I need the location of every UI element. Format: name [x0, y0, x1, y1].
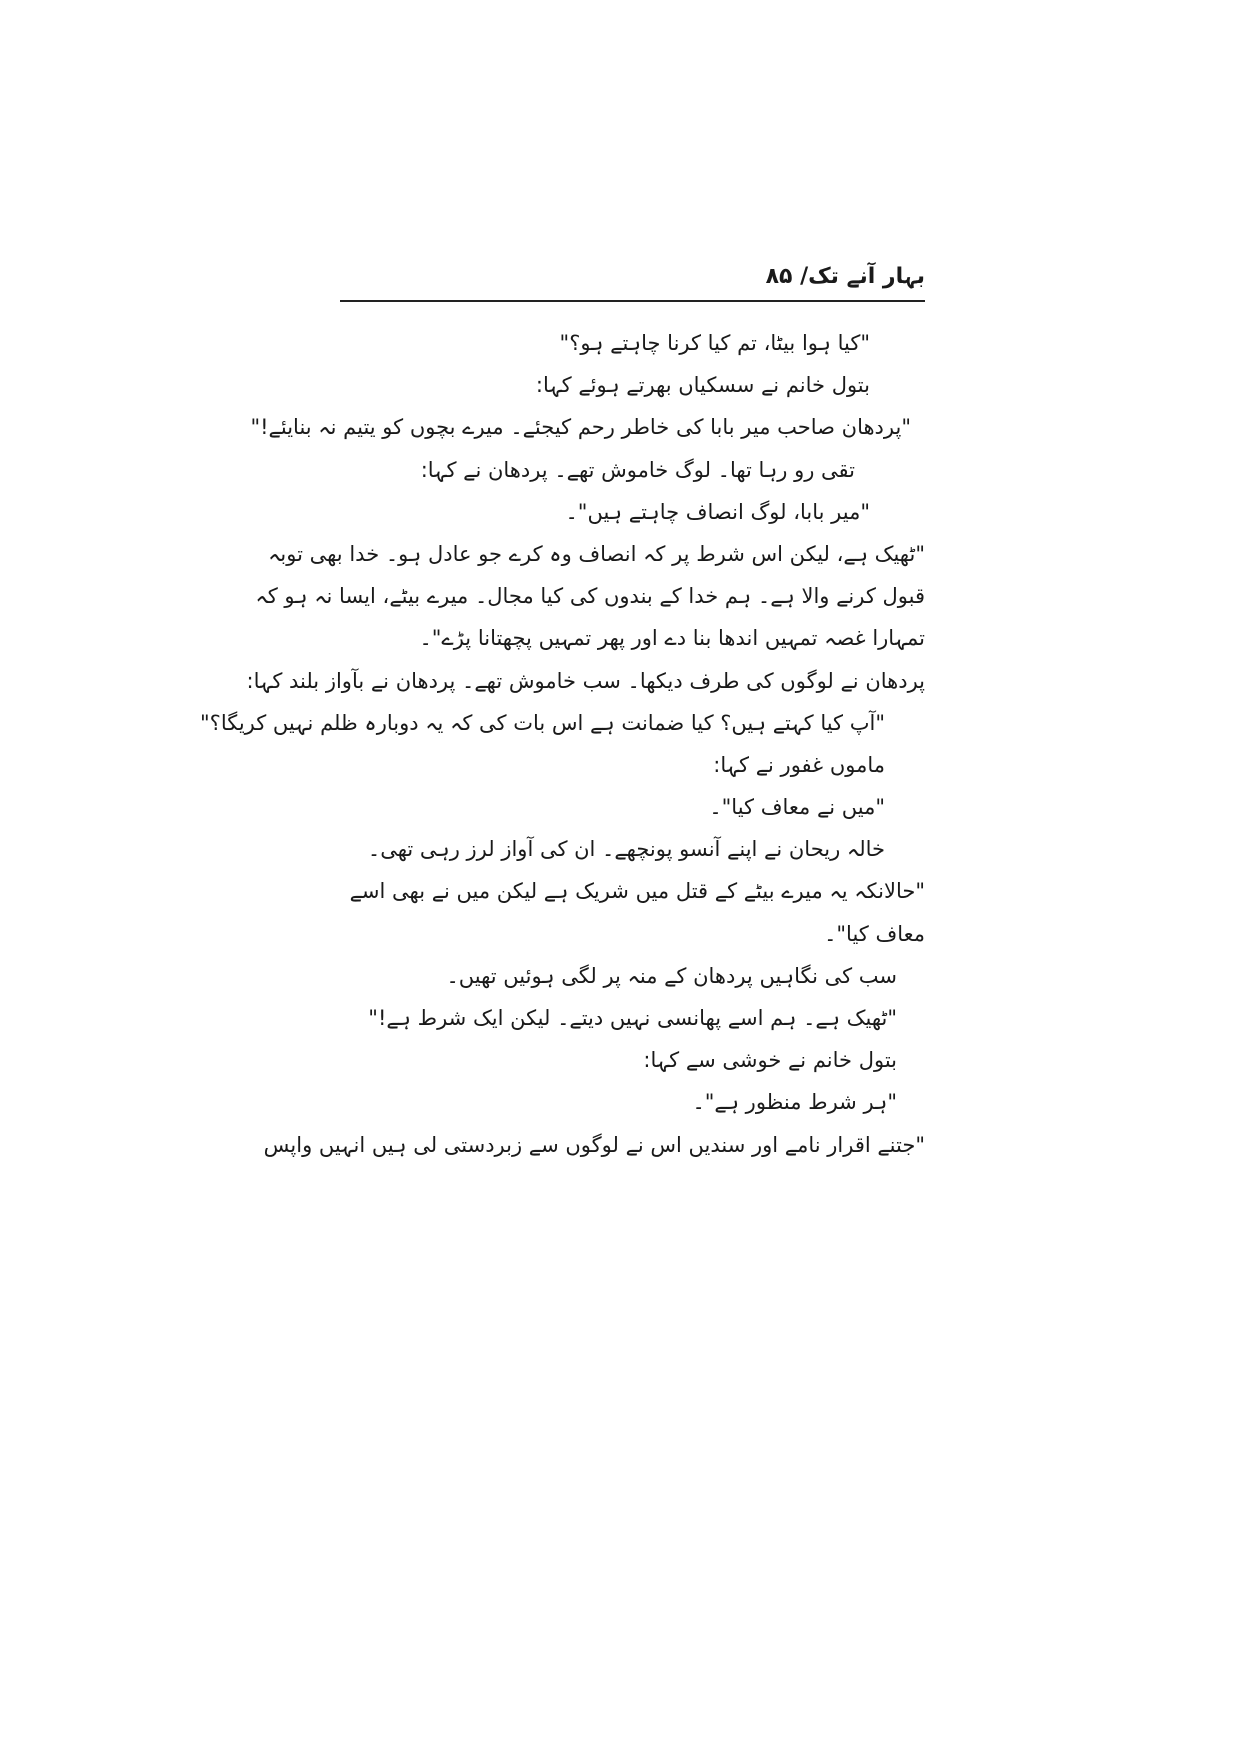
header-rule: [340, 300, 925, 302]
text-line: "ٹھیک ہے، لیکن اس شرط پر کہ انصاف وہ کرے جو عادل ہو۔ خدا بھی توبہ: [268, 541, 925, 566]
text-line: "میں نے معاف کیا"۔: [709, 795, 885, 820]
text-line: "ٹھیک ہے۔ ہم اسے پھانسی نہیں دیتے۔ لیکن ایک شرط ہے!": [368, 1006, 897, 1030]
text-line: "آپ کیا کہتے ہیں؟ کیا ضمانت ہے اس بات کی کہ یہ دوبارہ ظلم نہیں کریگا؟": [200, 710, 885, 735]
text-line: قبول کرنے والا ہے۔ ہم خدا کے بندوں کی کیا مجال۔ میرے بیٹے، ایسا نہ ہو کہ: [255, 584, 925, 609]
text-line: "پردھان صاحب میر بابا کی خاطر رحم کیجئے۔ میرے بچوں کو یتیم نہ بنایئے!": [250, 415, 911, 440]
text-line: سب کی نگاہیں پردھان کے منہ پر لگی ہوئیں تھیں۔: [446, 963, 897, 988]
text-line: ماموں غفور نے کہا:: [713, 752, 885, 777]
text-line: تقی رو رہا تھا۔ لوگ خاموش تھے۔ پردھان نے کہا:: [420, 457, 855, 482]
text-line: تمہارا غصہ تمہیں اندھا بنا دے اور پھر تمہیں پچھتانا پڑے"۔: [419, 626, 925, 651]
running-head: بہار آنے تک/ ۸۵: [765, 264, 925, 289]
text-line: "میر بابا، لوگ انصاف چاہتے ہیں"۔: [565, 499, 870, 524]
text-line: "حالانکہ یہ میرے بیٹے کے قتل میں شریک ہے لیکن میں نے بھی اسے: [349, 879, 925, 904]
text-line: معاف کیا"۔: [824, 921, 925, 946]
text-line: "جتنے اقرار نامے اور سندیں اس نے لوگوں سے زبردستی لی ہیں انہیں واپس: [263, 1132, 925, 1157]
text-line: "کیا ہوا بیٹا، تم کیا کرنا چاہتے ہو؟": [559, 331, 870, 355]
text-line: بتول خانم نے سسکیاں بھرتے ہوئے کہا:: [535, 373, 870, 398]
text-line: بتول خانم نے خوشی سے کہا:: [643, 1048, 897, 1073]
text-line: پردھان نے لوگوں کی طرف دیکھا۔ سب خاموش تھے۔ پردھان نے بآواز بلند کہا:: [246, 668, 925, 693]
text-line: خالہ ریحان نے اپنے آنسو پونچھے۔ ان کی آواز لرز رہی تھی۔: [367, 837, 885, 862]
text-line: "ہر شرط منظور ہے"۔: [692, 1090, 897, 1115]
body-text: [200, 322, 925, 1166]
